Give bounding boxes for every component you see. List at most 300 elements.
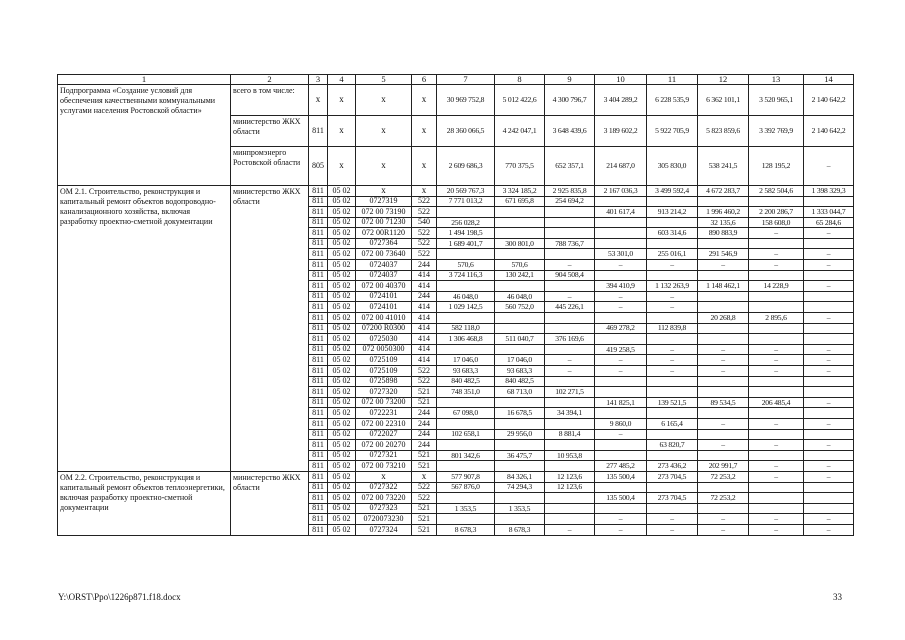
grbs-code-cell: 811 (309, 249, 328, 260)
amount-cell (595, 408, 647, 419)
amount-cell: 511 040,7 (495, 334, 545, 345)
amount-cell (545, 514, 595, 525)
expense-type-cell: 244 (412, 260, 437, 271)
amount-cell: 158 608,0 (749, 217, 804, 228)
expense-type-cell: 521 (412, 514, 437, 525)
target-article-cell: 0720073230 (356, 514, 412, 525)
amount-cell: 788 736,7 (545, 238, 595, 249)
amount-cell: 305 830,0 (647, 146, 698, 185)
amount-cell (437, 418, 495, 429)
target-article-cell: 072 00 73220 (356, 493, 412, 504)
expense-type-cell: 521 (412, 461, 437, 472)
column-number: 3 (309, 75, 328, 85)
amount-cell (698, 196, 749, 207)
amount-cell: 12 123,6 (545, 471, 595, 482)
amount-cell (437, 440, 495, 451)
amount-cell: 254 694,2 (545, 196, 595, 207)
column-number-row (58, 75, 854, 85)
amount-cell: – (804, 313, 854, 324)
amount-cell (495, 281, 545, 292)
grbs-code-cell: 811 (309, 313, 328, 324)
section-code-cell: 05 02 (328, 461, 356, 472)
amount-cell: – (749, 260, 804, 271)
amount-cell (545, 323, 595, 334)
section-code-cell: 05 02 (328, 185, 356, 196)
amount-cell (698, 291, 749, 302)
amount-cell: – (804, 355, 854, 366)
expense-type-cell: 522 (412, 493, 437, 504)
amount-cell (804, 196, 854, 207)
amount-cell (437, 281, 495, 292)
executor-cell: всего в том числе: (231, 84, 309, 115)
amount-cell (749, 334, 804, 345)
target-article-cell: х (356, 185, 412, 196)
amount-cell: 93 683,3 (437, 366, 495, 377)
amount-cell (749, 323, 804, 334)
amount-cell: 1 353,5 (495, 503, 545, 514)
amount-cell (647, 217, 698, 228)
amount-cell: 65 284,6 (804, 217, 854, 228)
target-article-cell: 072 00 20270 (356, 440, 412, 451)
target-article-cell: 0724037 (356, 260, 412, 271)
amount-cell: 913 214,2 (647, 207, 698, 218)
amount-cell: 3 392 769,9 (749, 115, 804, 146)
grbs-code-cell: 811 (309, 291, 328, 302)
footer-file-path: Y:\ORST\Ppo\1226p871.f18.docx (58, 592, 181, 602)
amount-cell: 3 648 439,6 (545, 115, 595, 146)
column-number: 13 (749, 75, 804, 85)
amount-cell (804, 334, 854, 345)
target-article-cell: 0722027 (356, 429, 412, 440)
grbs-code-cell: 811 (309, 493, 328, 504)
grbs-code-cell: 811 (309, 260, 328, 271)
target-article-cell: 072 00 22310 (356, 418, 412, 429)
amount-cell: 770 375,5 (495, 146, 545, 185)
amount-cell (698, 482, 749, 493)
section-code-cell: х (328, 115, 356, 146)
amount-cell: 1 996 460,2 (698, 207, 749, 218)
amount-cell: 141 825,1 (595, 397, 647, 408)
amount-cell (749, 270, 804, 281)
amount-cell: – (545, 366, 595, 377)
amount-cell (437, 249, 495, 260)
amount-cell (595, 270, 647, 281)
amount-cell (804, 387, 854, 398)
amount-cell (495, 344, 545, 355)
expense-type-cell: х (412, 115, 437, 146)
grbs-code-cell: 811 (309, 482, 328, 493)
amount-cell: – (804, 440, 854, 451)
amount-cell (595, 503, 647, 514)
amount-cell: – (698, 418, 749, 429)
column-number: 8 (495, 75, 545, 85)
column-number: 9 (545, 75, 595, 85)
amount-cell: 6 362 101,1 (698, 84, 749, 115)
expense-type-cell: 522 (412, 376, 437, 387)
section-code-cell: 05 02 (328, 471, 356, 482)
amount-cell (595, 387, 647, 398)
section-code-cell: 05 02 (328, 450, 356, 461)
amount-cell: 68 713,0 (495, 387, 545, 398)
column-number: 4 (328, 75, 356, 85)
amount-cell: 582 118,0 (437, 323, 495, 334)
amount-cell: 1 494 198,5 (437, 228, 495, 239)
target-article-cell: 072 00 40370 (356, 281, 412, 292)
expense-type-cell: 540 (412, 217, 437, 228)
target-article-cell: 0727324 (356, 524, 412, 535)
amount-cell: 277 485,2 (595, 461, 647, 472)
column-number: 2 (231, 75, 309, 85)
amount-cell: – (804, 249, 854, 260)
amount-cell: 30 969 752,8 (437, 84, 495, 115)
grbs-code-cell: 811 (309, 471, 328, 482)
amount-cell: – (749, 514, 804, 525)
amount-cell (804, 482, 854, 493)
amount-cell: 135 500,4 (595, 493, 647, 504)
amount-cell (647, 270, 698, 281)
amount-cell (804, 429, 854, 440)
amount-cell (495, 228, 545, 239)
grbs-code-cell: 811 (309, 281, 328, 292)
amount-cell (437, 493, 495, 504)
amount-cell: 3 404 289,2 (595, 84, 647, 115)
section-code-cell: 05 02 (328, 366, 356, 377)
expense-type-cell: 522 (412, 238, 437, 249)
amount-cell: 34 394,1 (545, 408, 595, 419)
amount-cell: – (749, 228, 804, 239)
amount-cell (495, 249, 545, 260)
amount-cell: 14 228,9 (749, 281, 804, 292)
amount-cell: – (647, 260, 698, 271)
amount-cell (698, 450, 749, 461)
grbs-code-cell: 811 (309, 196, 328, 207)
amount-cell (804, 450, 854, 461)
column-number: 14 (804, 75, 854, 85)
amount-cell: – (749, 418, 804, 429)
amount-cell (749, 302, 804, 313)
amount-cell (698, 238, 749, 249)
amount-cell (698, 323, 749, 334)
amount-cell: – (804, 228, 854, 239)
target-article-cell: 072 00 73200 (356, 397, 412, 408)
target-article-cell: х (356, 84, 412, 115)
grbs-code-cell: 811 (309, 514, 328, 525)
amount-cell: – (749, 249, 804, 260)
expense-type-cell: 414 (412, 344, 437, 355)
amount-cell (595, 440, 647, 451)
amount-cell: – (698, 366, 749, 377)
section-code-cell: 05 02 (328, 249, 356, 260)
amount-cell: 3 724 116,3 (437, 270, 495, 281)
amount-cell (495, 313, 545, 324)
amount-cell (545, 281, 595, 292)
amount-cell: 2 582 504,6 (749, 185, 804, 196)
target-article-cell: х (356, 115, 412, 146)
amount-cell (647, 334, 698, 345)
expense-type-cell: 521 (412, 397, 437, 408)
amount-cell: 1 398 329,3 (804, 185, 854, 196)
section-code-cell: 05 02 (328, 503, 356, 514)
amount-cell: 256 028,2 (437, 217, 495, 228)
amount-cell: – (647, 355, 698, 366)
amount-cell: 10 953,8 (545, 450, 595, 461)
section-code-cell: 05 02 (328, 344, 356, 355)
amount-cell (647, 482, 698, 493)
amount-cell: 72 253,2 (698, 493, 749, 504)
section-code-cell: 05 02 (328, 514, 356, 525)
amount-cell: 2 609 686,3 (437, 146, 495, 185)
amount-cell: 4 242 047,1 (495, 115, 545, 146)
amount-cell: 2 140 642,2 (804, 84, 854, 115)
grbs-code-cell: 811 (309, 217, 328, 228)
amount-cell (804, 503, 854, 514)
column-number: 10 (595, 75, 647, 85)
amount-cell (647, 313, 698, 324)
section-code-cell: 05 02 (328, 270, 356, 281)
target-article-cell: 0725109 (356, 366, 412, 377)
amount-cell (495, 217, 545, 228)
target-article-cell: 0727321 (356, 450, 412, 461)
amount-cell: – (804, 281, 854, 292)
expense-type-cell: х (412, 185, 437, 196)
amount-cell: 2 925 835,8 (545, 185, 595, 196)
amount-cell: 603 314,6 (647, 228, 698, 239)
amount-cell: 102 658,1 (437, 429, 495, 440)
amount-cell: – (749, 440, 804, 451)
amount-cell (495, 461, 545, 472)
grbs-code-cell: 811 (309, 207, 328, 218)
amount-cell (647, 387, 698, 398)
expense-type-cell: х (412, 84, 437, 115)
section-code-cell: 05 02 (328, 228, 356, 239)
column-number: 6 (412, 75, 437, 85)
amount-cell: – (804, 260, 854, 271)
amount-cell: 1 333 044,7 (804, 207, 854, 218)
amount-cell: 273 704,5 (647, 471, 698, 482)
amount-cell: 7 771 013,2 (437, 196, 495, 207)
amount-cell: 652 357,1 (545, 146, 595, 185)
grbs-code-cell: 811 (309, 228, 328, 239)
amount-cell (595, 313, 647, 324)
amount-cell (545, 344, 595, 355)
amount-cell: – (595, 514, 647, 525)
section-code-cell: 05 02 (328, 196, 356, 207)
amount-cell: 1 029 142,5 (437, 302, 495, 313)
grbs-code-cell: 811 (309, 185, 328, 196)
executor-cell: министерство ЖКХ области (231, 471, 309, 535)
section-code-cell: 05 02 (328, 418, 356, 429)
executor-cell: минпромэнерго Ростовской области (231, 146, 309, 185)
amount-cell: – (698, 344, 749, 355)
amount-cell: – (804, 397, 854, 408)
amount-cell: – (595, 429, 647, 440)
expense-type-cell: 414 (412, 270, 437, 281)
amount-cell (495, 397, 545, 408)
grbs-code-cell: 811 (309, 387, 328, 398)
amount-cell (804, 302, 854, 313)
amount-cell (495, 440, 545, 451)
grbs-code-cell: 811 (309, 366, 328, 377)
amount-cell (595, 334, 647, 345)
amount-cell: 577 907,8 (437, 471, 495, 482)
target-article-cell: 0727322 (356, 482, 412, 493)
amount-cell: 401 617,4 (595, 207, 647, 218)
grbs-code-cell: 811 (309, 503, 328, 514)
grbs-code-cell: 811 (309, 408, 328, 419)
amount-cell (495, 493, 545, 504)
target-article-cell: 072 00 73190 (356, 207, 412, 218)
section-code-cell: 05 02 (328, 334, 356, 345)
amount-cell (545, 440, 595, 451)
amount-cell: 214 687,0 (595, 146, 647, 185)
amount-cell: 102 271,5 (545, 387, 595, 398)
amount-cell (804, 270, 854, 281)
amount-cell: 5 823 859,6 (698, 115, 749, 146)
program-description: Подпрограмма «Создание условий для обеспечения качественными коммунальными услугами населения Ростовской области» (58, 84, 231, 185)
amount-cell: 17 046,0 (495, 355, 545, 366)
amount-cell: – (647, 344, 698, 355)
expense-type-cell: 414 (412, 281, 437, 292)
amount-cell (749, 493, 804, 504)
amount-cell: 84 326,1 (495, 471, 545, 482)
section-code-cell: 05 02 (328, 355, 356, 366)
amount-cell: 28 360 066,5 (437, 115, 495, 146)
section-code-cell: 05 02 (328, 238, 356, 249)
amount-cell: 376 169,6 (545, 334, 595, 345)
amount-cell: – (804, 366, 854, 377)
amount-cell: 53 301,0 (595, 249, 647, 260)
expense-type-cell: 522 (412, 228, 437, 239)
expense-type-cell: 414 (412, 323, 437, 334)
amount-cell: 20 268,8 (698, 313, 749, 324)
grbs-code-cell: 811 (309, 302, 328, 313)
amount-cell: – (647, 524, 698, 535)
amount-cell (698, 270, 749, 281)
program-description: ОМ 2.2. Строительство, реконструкция и капитальный ремонт объектов теплоэнергетики, включая разработку проектно-сметной документации (58, 471, 231, 535)
section-code-cell: 05 02 (328, 429, 356, 440)
expense-type-cell: 522 (412, 207, 437, 218)
amount-cell: 469 278,2 (595, 323, 647, 334)
target-article-cell: 072 00 73640 (356, 249, 412, 260)
section-code-cell: 05 02 (328, 524, 356, 535)
amount-cell (595, 376, 647, 387)
amount-cell (647, 238, 698, 249)
amount-cell: – (595, 260, 647, 271)
grbs-code-cell: 811 (309, 270, 328, 281)
amount-cell: 2 140 642,2 (804, 115, 854, 146)
amount-cell: – (698, 440, 749, 451)
amount-cell: 2 200 286,7 (749, 207, 804, 218)
amount-cell: 202 991,7 (698, 461, 749, 472)
target-article-cell: 0727364 (356, 238, 412, 249)
grbs-code-cell: 811 (309, 355, 328, 366)
amount-cell: – (804, 461, 854, 472)
grbs-code-cell: 811 (309, 397, 328, 408)
amount-cell (698, 503, 749, 514)
amount-cell (595, 450, 647, 461)
amount-cell: 445 226,1 (545, 302, 595, 313)
amount-cell: 17 046,0 (437, 355, 495, 366)
amount-cell (804, 323, 854, 334)
section-code-cell: 05 02 (328, 440, 356, 451)
amount-cell: – (545, 260, 595, 271)
amount-cell (437, 344, 495, 355)
target-article-cell: 072 00 73210 (356, 461, 412, 472)
amount-cell (545, 397, 595, 408)
amount-cell (545, 207, 595, 218)
amount-cell: 130 242,1 (495, 270, 545, 281)
amount-cell (749, 291, 804, 302)
amount-cell: 801 342,6 (437, 450, 495, 461)
amount-cell: 72 253,2 (698, 471, 749, 482)
expense-type-cell: х (412, 471, 437, 482)
target-article-cell: 0724101 (356, 302, 412, 313)
amount-cell: 4 672 283,7 (698, 185, 749, 196)
amount-cell (437, 461, 495, 472)
amount-cell: 32 135,6 (698, 217, 749, 228)
amount-cell: – (749, 344, 804, 355)
amount-cell: 2 895,6 (749, 313, 804, 324)
amount-cell: 6 228 535,9 (647, 84, 698, 115)
amount-cell (437, 397, 495, 408)
grbs-code-cell: 811 (309, 418, 328, 429)
amount-cell: – (804, 524, 854, 535)
amount-cell: – (595, 355, 647, 366)
table-row (58, 185, 854, 196)
amount-cell (749, 387, 804, 398)
section-code-cell: 05 02 (328, 207, 356, 218)
amount-cell (437, 207, 495, 218)
amount-cell: 1 353,5 (437, 503, 495, 514)
amount-cell: 1 148 462,1 (698, 281, 749, 292)
expense-type-cell: 414 (412, 302, 437, 313)
section-code-cell: 05 02 (328, 291, 356, 302)
amount-cell: 1 306 468,8 (437, 334, 495, 345)
table-row (58, 471, 854, 482)
amount-cell (698, 376, 749, 387)
amount-cell (545, 493, 595, 504)
amount-cell: 671 695,8 (495, 196, 545, 207)
expense-type-cell: 521 (412, 503, 437, 514)
section-code-cell: 05 02 (328, 482, 356, 493)
amount-cell (749, 482, 804, 493)
grbs-code-cell: 811 (309, 376, 328, 387)
amount-cell: 20 569 767,3 (437, 185, 495, 196)
section-code-cell: 05 02 (328, 313, 356, 324)
amount-cell: 840 482,5 (437, 376, 495, 387)
expense-type-cell: 414 (412, 355, 437, 366)
amount-cell: 538 241,5 (698, 146, 749, 185)
section-code-cell: х (328, 84, 356, 115)
amount-cell (698, 429, 749, 440)
amount-cell: – (545, 524, 595, 535)
amount-cell: 840 482,5 (495, 376, 545, 387)
section-code-cell: 05 02 (328, 217, 356, 228)
section-code-cell: 05 02 (328, 260, 356, 271)
section-code-cell: 05 02 (328, 397, 356, 408)
column-number: 5 (356, 75, 412, 85)
section-code-cell: 05 02 (328, 376, 356, 387)
grbs-code-cell: 811 (309, 323, 328, 334)
amount-cell (804, 291, 854, 302)
target-article-cell: 0727323 (356, 503, 412, 514)
amount-cell (545, 461, 595, 472)
target-article-cell: 0724101 (356, 291, 412, 302)
target-article-cell: 0727320 (356, 387, 412, 398)
amount-cell: 1 132 263,9 (647, 281, 698, 292)
expense-type-cell: 414 (412, 313, 437, 324)
amount-cell (698, 387, 749, 398)
